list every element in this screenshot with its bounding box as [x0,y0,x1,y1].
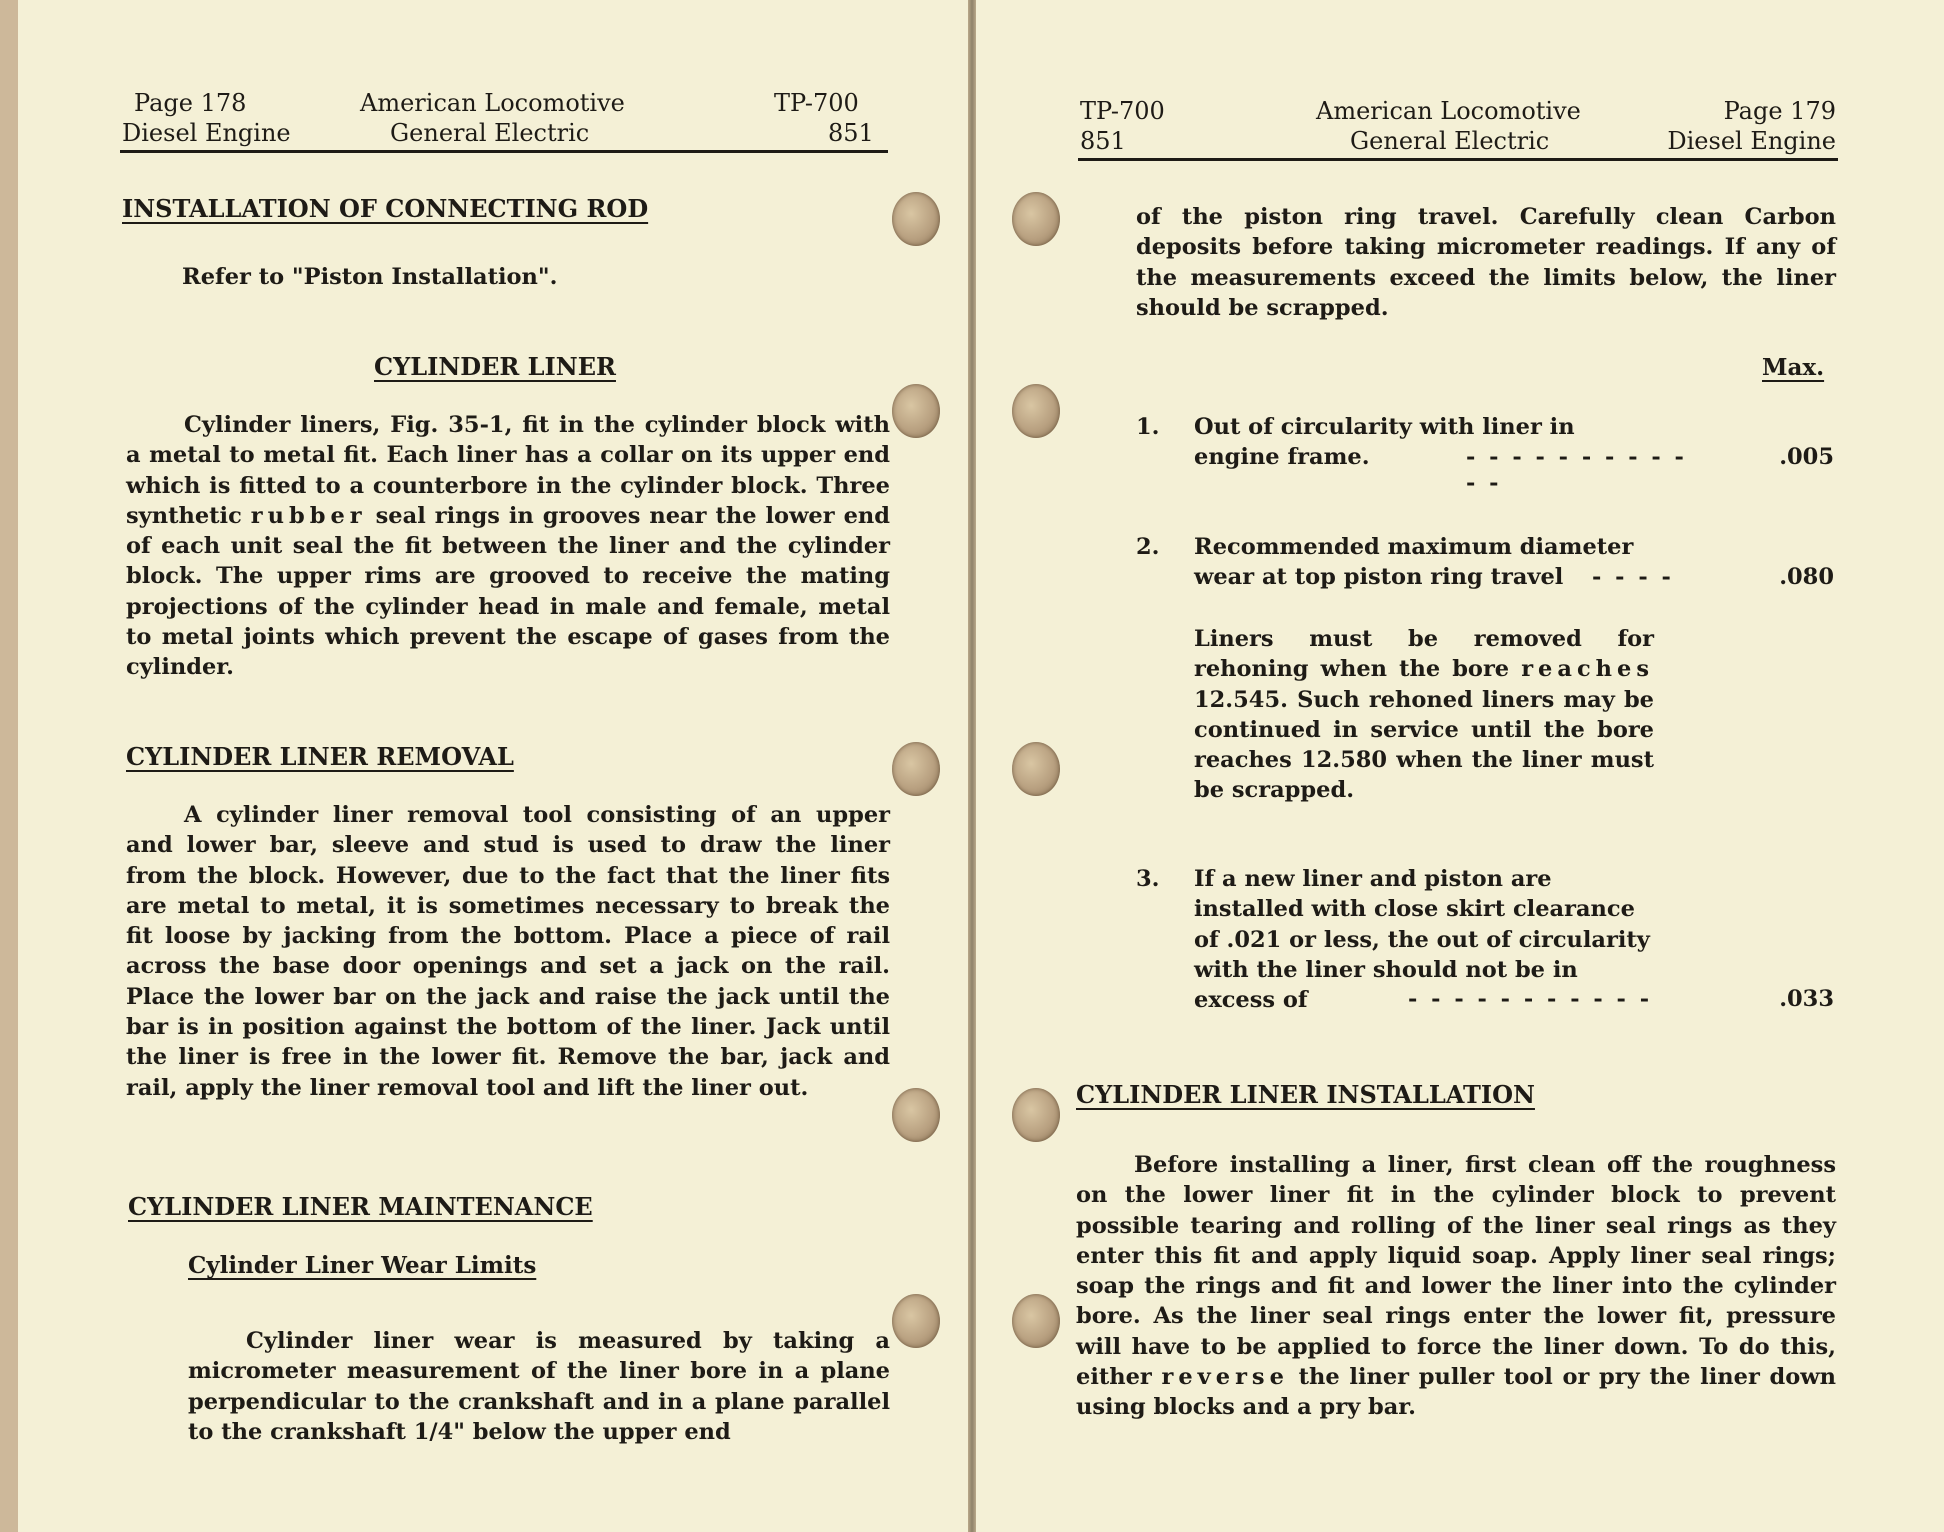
binder-hole [892,192,940,246]
book-spine [968,0,976,1532]
installation-connecting-rod-text: Refer to "Piston Installation". [182,264,558,290]
left-company-line1: American Locomotive [360,89,625,117]
left-revision: 851 [828,119,874,147]
left-header-rule [120,150,888,153]
cylinder-liner-removal-heading: CYLINDER LINER REMOVAL [126,742,514,771]
max-column-label: Max. [1762,354,1825,381]
right-page [976,0,1944,1532]
cylinder-liner-installation-heading: CYLINDER LINER INSTALLATION [1076,1080,1535,1109]
left-page-subtitle: Diesel Engine [122,119,291,147]
binder-hole [1012,1294,1060,1348]
right-page-subtitle: Diesel Engine [1667,127,1836,155]
right-header-rule [1078,158,1838,161]
binder-hole [1012,192,1060,246]
wear-limits-subheading: Cylinder Liner Wear Limits [188,1252,537,1279]
right-revision: 851 [1080,127,1126,155]
item-2-text: Recommended maximum diameter wear at top piston ring travel [1194,534,1634,591]
cylinder-liner-removal-paragraph: A cylinder liner removal tool consisting of an upper and lower bar, sleeve and stud is used to draw the liner from the block. However, due to the fact that the liner fits are metal to metal, it is sometimes necessary to break the fit loose by jacking from the bottom. Place a piece of rail across the base door openings and set a jack on the rail. Place the lower bar on the jack and raise the jack until the bar is in position against the bottom of the liner. Jack until the liner is free in the lower fit. Remove the bar, jack and rail, apply the liner removal tool and lift the liner out. [126,802,890,1101]
binder-hole [892,742,940,796]
cylinder-liner-heading: CYLINDER LINER [374,352,616,381]
right-company-line1: American Locomotive [1316,97,1581,125]
item-1-number: 1. [1136,414,1160,440]
cylinder-liner-paragraph: Cylinder liners, Fig. 35-1, fit in the cylinder block with a metal to metal fit. Each liner has a collar on its upper end which is fitted to a counterbore in the cylinder block. Three synthetic rubber seal rings in grooves near the lower end of each unit seal the fit between the liner and the cylinder block. The upper rims are grooved to receive the mating projections of the cylinder head in male and female, metal to metal joints which prevent the escape of gases from the cylinder. [126,412,890,681]
wear-limits-paragraph: Cylinder liner wear is measured by taking a micrometer measurement of the liner bore in a plane perpendicular to the crankshaft and in a plane parallel to the crankshaft 1/4" below the upper end [188,1328,890,1445]
left-page-number: Page 178 [134,89,247,117]
left-company-line2: General Electric [390,119,590,147]
item-3-text: If a new liner and piston are installed with close skirt clearance of .021 or less, the out of circularity with the liner should not be in excess of [1194,866,1650,1014]
right-doc-number: TP-700 [1080,97,1165,125]
binder-hole [892,1088,940,1142]
cylinder-liner-installation-paragraph: Before installing a liner, first clean off the roughness on the lower liner fit in the cylinder block to prevent possible tearing and rolling of the liner seal rings as they enter this fit and apply liquid soap. Apply liner seal rings; soap the rings and fit and lower the liner into the cylinder bore. As the liner seal rings enter the lower fit, pressure will have to be applied to force the liner down. To do this, either reverse the liner puller tool or pry the liner down using blocks and a pry bar. [1076,1152,1836,1421]
binder-hole [892,384,940,438]
item-1-text: Out of circularity with liner in engine frame. [1194,414,1575,471]
item-3-value: .033 [1779,986,1834,1012]
installation-connecting-rod-heading: INSTALLATION OF CONNECTING ROD [122,194,649,223]
right-company-line2: General Electric [1350,127,1550,155]
left-doc-number: TP-700 [774,89,859,117]
continued-paragraph: of the piston ring travel. Carefully clean Carbon deposits before taking micrometer readings. If any of the measurements exceed the limits below, the liner should be scrapped. [1136,204,1836,321]
binder-hole [892,1294,940,1348]
binder-hole [1012,1088,1060,1142]
binder-hole [1012,742,1060,796]
item-1-value: .005 [1779,444,1834,470]
item-2-note: Liners must be removed for rehoning when the bore reaches 12.545. Such rehoned liners may be continued in service until the bore reaches 12.580 when the liner must be scrapped. [1194,626,1654,804]
item-1-leader: - - - - - - - - - - - - [1466,444,1687,496]
item-2-value: .080 [1779,564,1834,590]
cylinder-liner-maintenance-heading: CYLINDER LINER MAINTENANCE [128,1192,593,1221]
item-3-leader: - - - - - - - - - - - [1408,986,1653,1012]
item-2-number: 2. [1136,534,1160,560]
right-page-number: Page 179 [1723,97,1836,125]
binder-hole [1012,384,1060,438]
left-page [18,0,968,1532]
item-3-number: 3. [1136,866,1160,892]
item-2-leader: - - - - [1592,564,1674,590]
